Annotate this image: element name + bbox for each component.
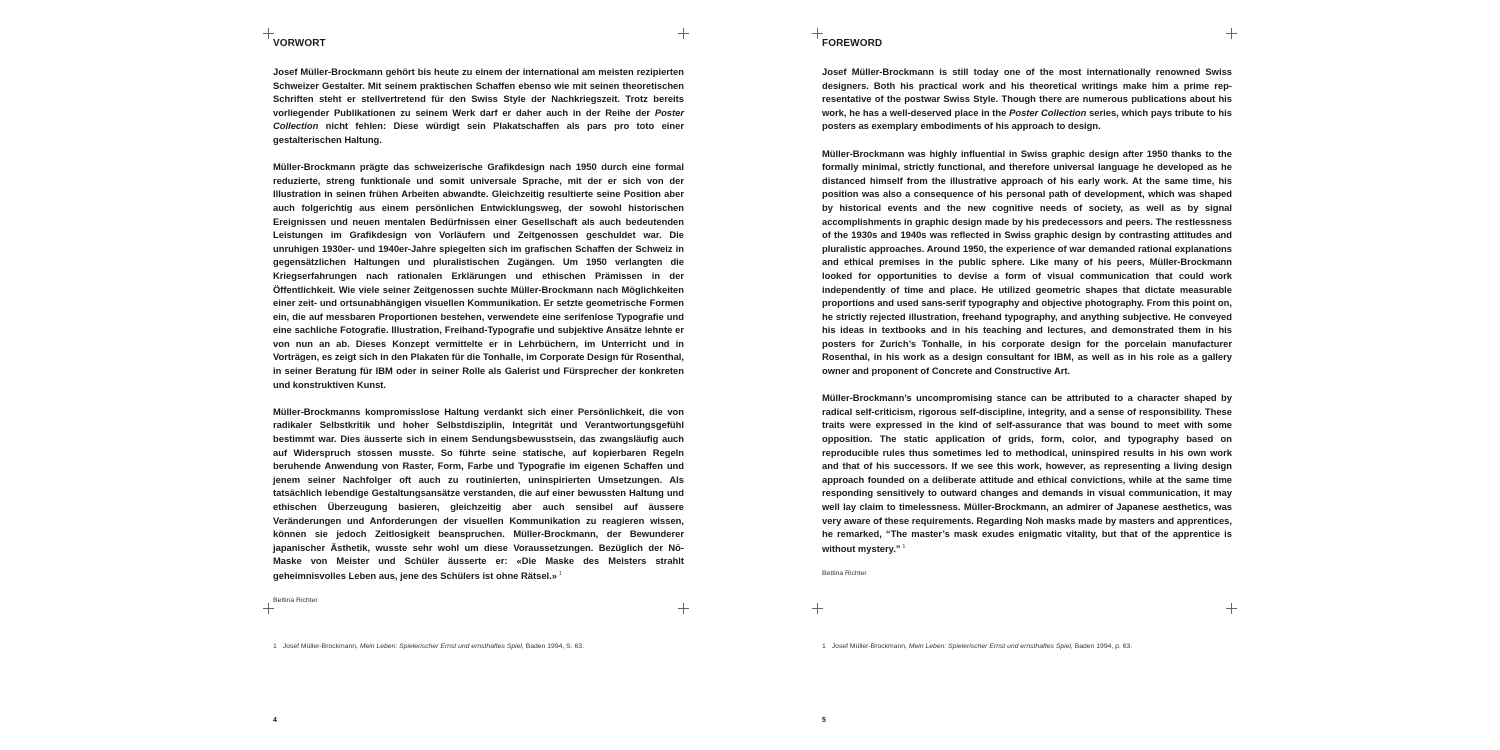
footnote-text: Josef Müller-Brockmann, xyxy=(831,643,909,650)
footnote-text: Josef Müller-Brockmann, xyxy=(282,643,360,650)
footnote-text: Baden 1994, p. 63. xyxy=(1072,643,1133,650)
footnote-number: 1 xyxy=(822,643,826,650)
paragraph-text: Müller-Brockmann’s uncompromising stance can be attributed to a character shaped by radical self-criticism, rigorous self-discipline, integrity, and a sense of responsibility. These traits were expressed in the kind of self-assurance that was bound to meet with some opposition. The static application of grids, form, color, and typography based on reproducible rules thus sometimes led to methodical, uninspired results in his own work and that of his successors. If we see this work, however, as representing a living design approach founded on a deliberate attitude and ethical convictions, while at the same time responding sensitively to outward changes and demands in visual communication, it may well lay claim to timelessness. Müller-Brockmann, an admirer of Japanese aesthetics, was very aware of these requirements. Regarding Noh masks made by masters and apprentices, he remarked, “The master’s mask exudes enigmatic vitality, but that of the apprentice is without mystery.” xyxy=(822,392,1232,554)
footnote xyxy=(273,642,684,652)
footnote-title: Mein Leben: Spielerischer Ernst und ernsthaftes Spiel, xyxy=(908,643,1073,650)
paragraph-1 xyxy=(822,65,1232,133)
author-name: Bettina Richter xyxy=(273,597,318,605)
body-text xyxy=(822,65,1232,579)
italic-title: Poster Collection xyxy=(1009,106,1087,118)
body-text xyxy=(273,65,684,606)
footnote-reference[interactable]: 1 xyxy=(902,543,906,550)
footnote-text: Baden 1994, S. 63. xyxy=(523,643,584,650)
paragraph-text: Müller-Brockmanns kompromisslose Haltung verdankt sich einer Persönlichkeit, die von radikaler Selbstkritik und hoher Selbstdisziplin, Integrität und Verantwortungsgefühl bestimmt war. Dies äusserte sich in einem Sendungsbewusstsein, das zwangsläufig auch auf Widerspruch stossen musste. So führte seine statische, auf kopierbaren Regeln beruhende Anwendung von Raster, Form, Farbe und Typografie im eigenen Schaffen und jenem seiner Nachfolger oft auch zu routinierten, uninspirierten Umsetzungen. Als tatsächlich lebendige Gestaltungsansätze verstanden, die auf einer bewussten Haltung und ethischen Überzeugung basieren, gleichzeitig aber auch sensibel auf äussere Veränderungen und Anforderungen der visuellen Kommunikation zu reagieren wissen, können sie jedoch Zeitlosigkeit beanspruchen. Müller-Brockmann, der Bewunderer japanischer Ästhetik, wusste sehr wohl um diese Voraussetzungen. Bezüglich der Nō-Maske von Meister und Schüler äusserte er: «Die Maske des Meisters strahlt geheimnisvolles Leben aus, jene des Schülers ist ohne Rätsel.» xyxy=(273,405,684,582)
footnote xyxy=(822,642,1232,652)
paragraph-text: Josef Müller-Brockmann is still today one of the most internationally renowned Swiss designers. Both his practical work and his theoretical writings make him a prime representative of the postwar Swiss Style. Though there are numerous publications about his work, he has a well-deserved place in the xyxy=(822,66,1232,118)
footnote-number: 1 xyxy=(273,643,277,650)
paragraph-text: Josef Müller-Brockmann gehört bis heute zu einem der international am meisten rezipierten Schweizer Gestalter. Mit seinem praktischen Schaffen ebenso wie mit seinen theoretischen Schriften steht er stellvertretend für den Swiss Style der Nachkriegszeit. Trotz bereits vorliegender Publikationen zu seinem Werk darf er daher auch in der Reihe der xyxy=(273,66,684,118)
paragraph-text: series, which pays tribute to his posters as exemplary embodiments of his approach to design. xyxy=(822,106,1232,132)
page-heading: VORWORT xyxy=(273,38,326,49)
paragraph-2: Müller-Brockmann prägte das schweizerische Grafikdesign nach 1950 durch eine formal reduzierte, streng funktionale und somit universale Sprache, mit der er sich von der Illustration in seinen frühen Arbeiten abwandte. Gleichzeitig resultierte seine Position aber auch folgerichtig aus einem persönlichen Entwicklungsweg, der sowohl historischen Ereignissen und neuen mentalen Bedürfnissen einer Gesellschaft als auch bedeutenden Leistungen im Grafikdesign von Vorläufern und Zeitgenossen geschuldet war. Die unruhigen 1930er- und 1940er-Jahre spiegelten sich im grafischen Schaffen der Schweiz in gegensätzlichen Haltungen und pluralistischen Zugängen. Um 1950 verlangten die Kriegserfahrungen nach rationalen Erklärungen und ethischen Prämissen in der Öffentlichkeit. Wie viele seiner Zeitgenossen suchte Müller-Brockmann nach Möglichkeiten einer zeit- und ortsunabhängigen visuellen Kommunikation. Er setzte geometrische Formen ein, die auf messbaren Proportionen bestehen, verwendete eine serifenlose Typografie und eine sachliche Fotografie. Illustration, Freihand-Typografie und subjektive Ansätze lehnte er von nun an ab. Dieses Konzept vermittelte er in Lehrbüchern, im Unterricht und in Vorträgen, es zeigt sich in den Plakaten für die Tonhalle, im Corporate Design für Rosenthal, in seiner Beratung für IBM oder in seiner Rolle als Galerist und Fürsprecher der konkreten und konstruktiven Kunst. xyxy=(273,161,684,390)
author-name: Bettina Richter xyxy=(822,570,867,578)
page-number: 5 xyxy=(822,717,826,724)
paragraph-2: Müller-Brockmann was highly influential in Swiss graphic design after 1950 thanks to the formally minimal, strictly functional, and therefore universal language he developed as he distanced himself from the illustrative approach of his early work. At the same time, his position was also a consequence of his personal path of development, which was shaped by historical events and the new cognitive needs of society, as well as by signal accomplishments in graphic design made by his predecessors and peers. The restlessness of the 1930s and 1940s was reflected in Swiss graphic design by contrasting attitudes and pluralistic approaches. Around 1950, the experience of war demanded rational explanations and ethical premises in the public sphere. Like many of his peers, Müller-Brockmann looked for opportunities to devise a form of visual communication that could work independently of time and place. He utilized geometric shapes that dictate measurable proportions and used sans-serif typography and objective photography. From this point on, he strictly rejected illustration, freehand typography, and anything subjective. He conveyed his ideas in textbooks and in his teaching and lectures, and demonstrated them in his posters for Zurich’s Tonhalle, in his corporate design for the porcelain manufacturer Rosenthal, in his work as a design consultant for IBM, as well as in his role as a gallery owner and proponent of Concrete and Constructive Art. xyxy=(822,147,1232,377)
left-page xyxy=(273,0,684,750)
paragraph-3 xyxy=(273,405,684,583)
paragraph-text: nicht fehlen: Diese würdigt sein Plakatschaffen als pars pro toto einer gestalterischen Haltung. xyxy=(273,120,684,145)
page-number: 4 xyxy=(273,717,277,724)
right-page xyxy=(822,0,1232,750)
italic-title: Poster Collection xyxy=(273,106,684,132)
footnote-reference[interactable]: 1 xyxy=(558,570,562,577)
page-heading: FOREWORD xyxy=(822,38,883,49)
paragraph-1 xyxy=(273,65,684,147)
paragraph-3 xyxy=(822,391,1232,555)
footnote-title: Mein Leben: Spielerischer Ernst und ernsthaftes Spiel, xyxy=(359,643,524,650)
